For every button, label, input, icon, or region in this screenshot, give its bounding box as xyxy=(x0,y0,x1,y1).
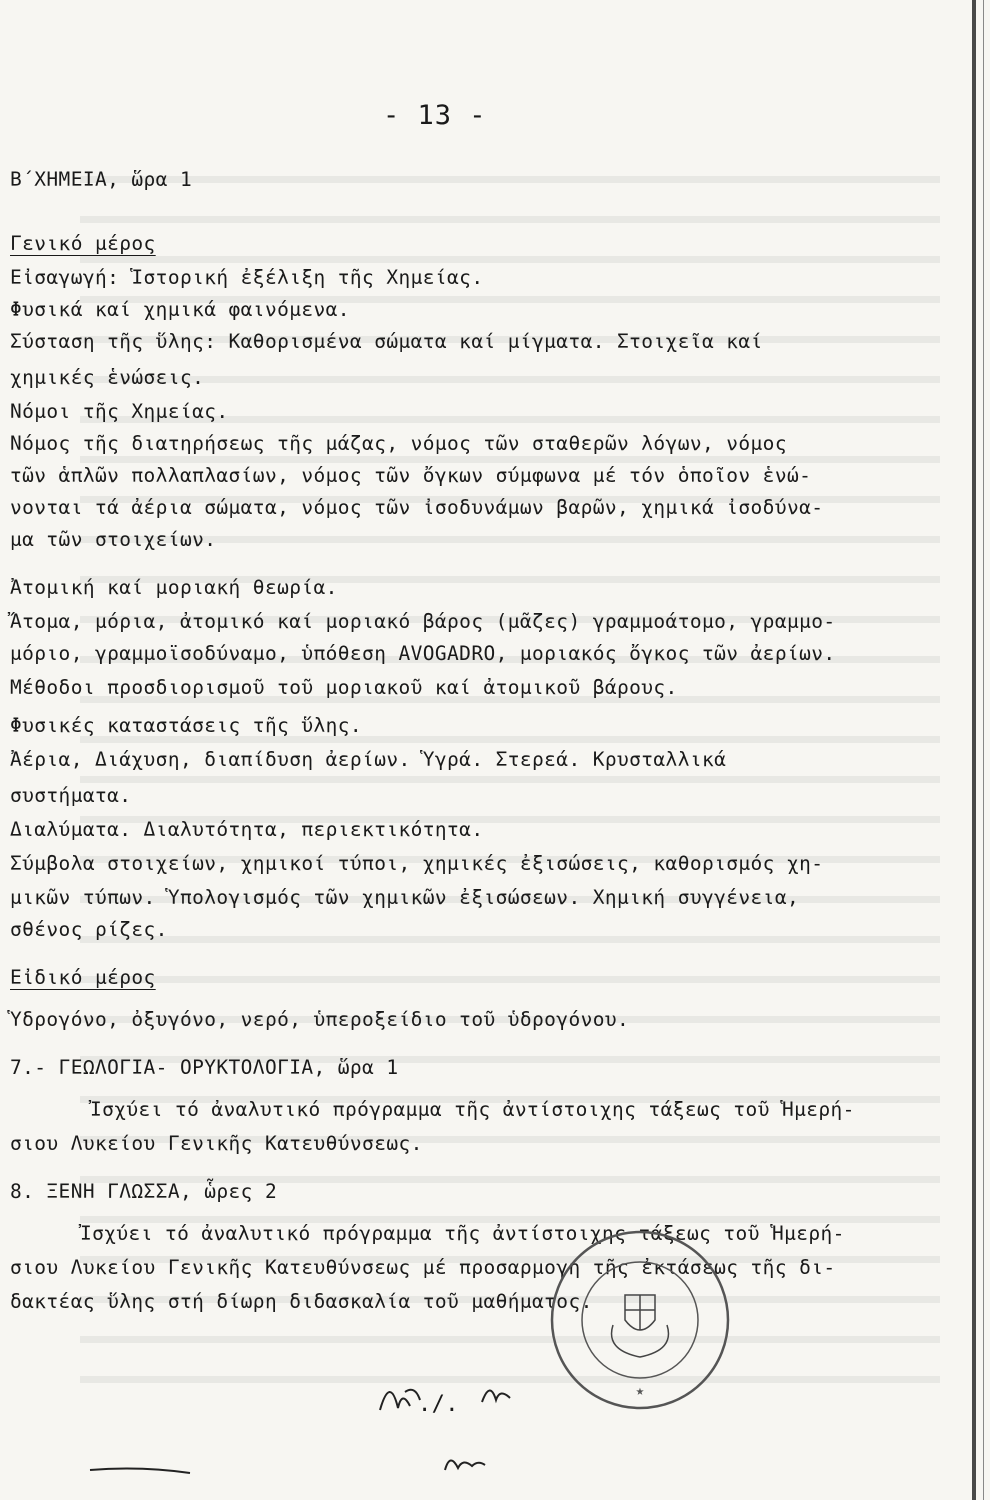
svg-text:★: ★ xyxy=(635,1383,645,1399)
text-line: μα τῶν στοιχείων. xyxy=(10,528,217,551)
section-heading-geology: 7.- ΓΕΩΛΟΓΙΑ- ΟΡΥΚΤΟΛΟΓΙΑ, ὥρα 1 xyxy=(10,1056,399,1079)
text-line: συστήματα. xyxy=(10,784,132,807)
text-line: Σύσταση τῆς ὕλης: Καθορισμένα σώματα καί μίγματα. Στοιχεῖα καί xyxy=(10,330,763,353)
text-line: Φυσικά καί χημικά φαινόμενα. xyxy=(10,298,350,321)
text-line: Σύμβολα στοιχείων, χημικοί τύποι, χημικές ἐξισώσεις, καθορισμός χη- xyxy=(10,852,824,875)
text-line: δακτέας ὕλης στή δίωρη διδασκαλία τοῦ μαθήματος. xyxy=(10,1290,593,1313)
text-line: Ἀτομική καί μοριακή θεωρία. xyxy=(10,576,338,599)
text-line: σιου Λυκείου Γενικῆς Κατευθύνσεως μέ προσαρμογή τῆς ἐκτάσεως τῆς δι- xyxy=(10,1256,836,1279)
text-line: τῶν ἁπλῶν πολλαπλασίων, νόμος τῶν ὄγκων σύμφωνα μέ τόν ὁποῖον ἑνώ- xyxy=(10,464,812,487)
text-line: Νόμος τῆς διατηρήσεως τῆς μάζας, νόμος τῶν σταθερῶν λόγων, νόμος xyxy=(10,432,787,455)
text-line: Φυσικές καταστάσεις τῆς ὕλης. xyxy=(10,714,363,737)
page-edge-line xyxy=(983,0,984,1500)
text-line: νονται τά ἀέρια σώματα, νόμος τῶν ἰσοδυνάμων βαρῶν, χημικά ἰσοδύνα- xyxy=(10,496,824,519)
text-line: Ἰσχύει τό ἀναλυτικό πρόγραμμα τῆς ἀντίστοιχης τάξεως τοῦ Ἡμερή- xyxy=(80,1222,845,1245)
text-line: Νόμοι τῆς Χημείας. xyxy=(10,400,229,423)
section-heading-chemistry: Β΄ΧΗΜΕΙΑ, ὥρα 1 xyxy=(10,168,193,191)
text-line: μόριο, γραμμοϊσοδύναμο, ὑπόθεση AVOGADRO, μοριακός ὄγκος τῶν ἀερίων. xyxy=(10,642,836,665)
handwritten-signature xyxy=(80,1440,560,1490)
text-line: Διαλύματα. Διαλυτότητα, περιεκτικότητα. xyxy=(10,818,484,841)
official-seal-stamp xyxy=(545,1225,735,1415)
text-line: σθένος ρίζες. xyxy=(10,918,168,941)
subheading-general: Γενικό μέρος xyxy=(10,232,156,255)
text-line: Ἄτομα, μόρια, ἀτομικό καί μοριακό βάρος (μᾶζες) γραμμοάτομο, γραμμο- xyxy=(10,610,836,633)
text-line: μικῶν τύπων. Ὑπολογισμός τῶν χημικῶν ἐξισώσεων. Χημική συγγένεια, xyxy=(10,886,800,909)
page-number: - 13 - xyxy=(383,100,487,131)
continuation-mark: ./. xyxy=(418,1392,459,1417)
section-heading-foreign-language: 8. ΞΕΝΗ ΓΛΩΣΣΑ, ὧρες 2 xyxy=(10,1180,278,1203)
subheading-specific: Εἰδικό μέρος xyxy=(10,966,156,989)
text-line: Ἀέρια, Διάχυση, διαπίδυση ἀερίων. Ὑγρά. Στερεά. Κρυσταλλικά xyxy=(10,748,727,771)
text-line: σιου Λυκείου Γενικῆς Κατευθύνσεως. xyxy=(10,1132,423,1155)
text-line: Ὑδρογόνο, ὀξυγόνο, νερό, ὑπεροξείδιο τοῦ ὑδρογόνου. xyxy=(10,1008,630,1031)
text-line: Μέθοδοι προσδιορισμοῦ τοῦ μοριακοῦ καί ἀτομικοῦ βάρους. xyxy=(10,676,678,699)
text-line: Ἰσχύει τό ἀναλυτικό πρόγραμμα τῆς ἀντίστοιχης τάξεως τοῦ Ἡμερή- xyxy=(90,1098,855,1121)
text-line: Εἰσαγωγή: Ἱστορική ἐξέλιξη τῆς Χημείας. xyxy=(10,266,484,289)
page-edge xyxy=(972,0,976,1500)
text-line: χημικές ἑνώσεις. xyxy=(10,366,205,389)
